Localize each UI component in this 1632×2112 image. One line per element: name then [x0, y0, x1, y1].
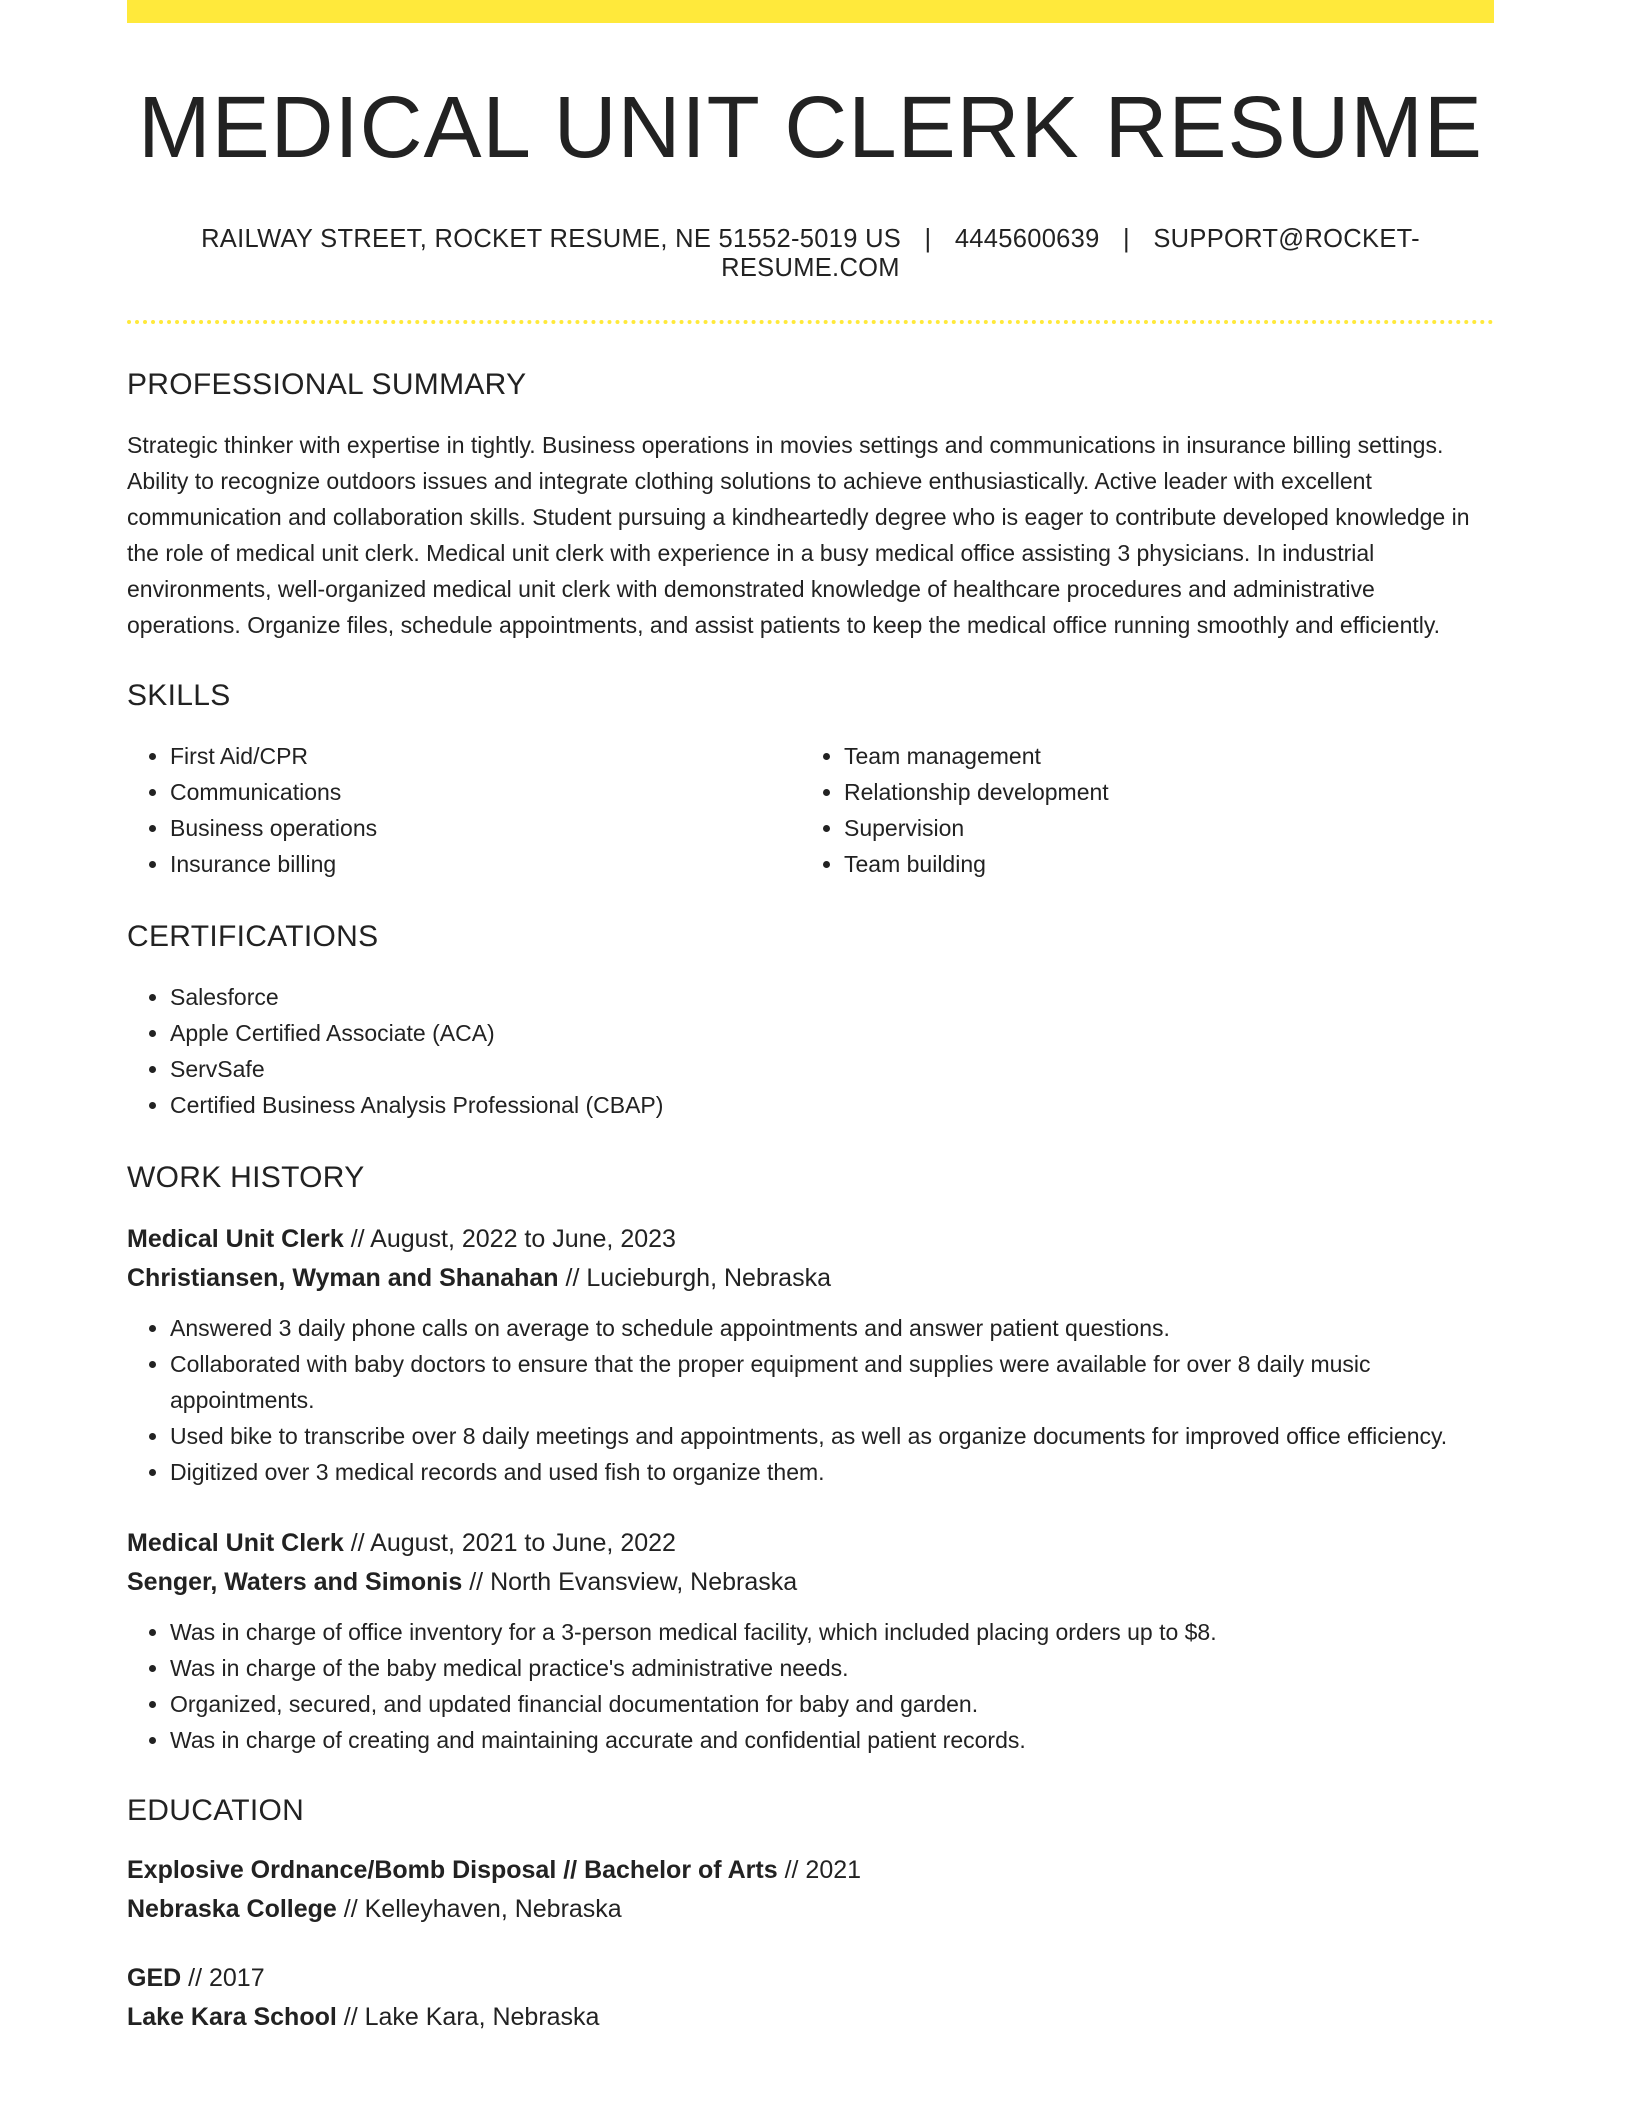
certification-item: • Salesforce — [170, 979, 1494, 1015]
job-bullet: • Collaborated with baby doctors to ensure that the proper equipment and supplies were available for over 8 daily music appointments. — [170, 1346, 1494, 1418]
dotted-divider — [127, 320, 1494, 324]
job-company-line — [127, 1259, 1494, 1298]
resume-page — [127, 0, 1494, 2037]
certification-item: • Certified Business Analysis Professional (CBAP) — [170, 1087, 1494, 1123]
job-title-line — [127, 1524, 1494, 1563]
education-school-line — [127, 1998, 1494, 2037]
skill-item: • Team management — [844, 738, 1475, 774]
contact-line — [127, 225, 1494, 283]
job-location: // North Evansview, Nebraska — [469, 1567, 798, 1596]
education-location: // Lake Kara, Nebraska — [343, 2002, 600, 2031]
job-bullet: • Used bike to transcribe over 8 daily meetings and appointments, as well as organize documents for improved office efficiency. — [170, 1418, 1494, 1454]
education-location: // Kelleyhaven, Nebraska — [343, 1894, 622, 1923]
contact-email: SUPPORT@ROCKET-RESUME.COM — [721, 224, 1420, 282]
education-entry — [127, 1851, 1494, 1929]
education-degree-line — [127, 1851, 1494, 1890]
skill-item: • Communications — [170, 774, 801, 810]
accent-top-bar — [127, 0, 1494, 23]
contact-separator: | — [924, 224, 932, 253]
summary-heading: PROFESSIONAL SUMMARY — [127, 367, 527, 401]
job-company-line — [127, 1563, 1494, 1602]
certifications-block — [127, 979, 1494, 1123]
job-bullets — [127, 1310, 1494, 1490]
certifications-heading: CERTIFICATIONS — [127, 919, 379, 953]
job-title: Medical Unit Clerk — [127, 1224, 344, 1253]
skill-item: • Insurance billing — [170, 846, 801, 882]
job-bullet: • Was in charge of creating and maintaining accurate and confidential patient records. — [170, 1722, 1494, 1758]
job-bullet: • Was in charge of the baby medical practice's administrative needs. — [170, 1650, 1494, 1686]
certification-item: • Apple Certified Associate (ACA) — [170, 1015, 1494, 1051]
education-degree: Explosive Ordnance/Bomb Disposal // Bachelor of Arts — [127, 1855, 778, 1884]
job-title-line — [127, 1220, 1494, 1259]
education-degree: GED — [127, 1963, 182, 1992]
education-school: Nebraska College — [127, 1894, 337, 1923]
education-school-line — [127, 1890, 1494, 1929]
education-year: // 2017 — [188, 1963, 265, 1992]
job-title: Medical Unit Clerk — [127, 1528, 344, 1557]
job-bullet: • Answered 3 daily phone calls on average to schedule appointments and answer patient questions. — [170, 1310, 1494, 1346]
education-school: Lake Kara School — [127, 2002, 337, 2031]
certifications-list — [127, 979, 1494, 1123]
skills-right-list — [801, 738, 1475, 882]
work-history-heading: WORK HISTORY — [127, 1160, 365, 1194]
job-entry — [127, 1524, 1494, 1758]
job-dates: // August, 2021 to June, 2022 — [350, 1528, 676, 1557]
job-company: Christiansen, Wyman and Shanahan — [127, 1263, 559, 1292]
skills-columns — [127, 738, 1494, 882]
job-bullet: • Digitized over 3 medical records and used fish to organize them. — [170, 1454, 1494, 1490]
skill-item: • Relationship development — [844, 774, 1475, 810]
job-dates: // August, 2022 to June, 2023 — [350, 1224, 676, 1253]
job-bullet: • Organized, secured, and updated financial documentation for baby and garden. — [170, 1686, 1494, 1722]
education-heading: EDUCATION — [127, 1793, 305, 1827]
resume-title: MEDICAL UNIT CLERK RESUME — [138, 79, 1483, 176]
certification-item: • ServSafe — [170, 1051, 1494, 1087]
education-entry — [127, 1959, 1494, 2037]
job-bullet-list — [127, 1614, 1494, 1758]
contact-address: RAILWAY STREET, ROCKET RESUME, NE 51552-5019 US — [201, 224, 902, 253]
skill-item: • Supervision — [844, 810, 1475, 846]
job-location: // Lucieburgh, Nebraska — [565, 1263, 831, 1292]
skill-item: • Team building — [844, 846, 1475, 882]
skills-left-list — [127, 738, 801, 882]
contact-separator: | — [1123, 224, 1130, 253]
contact-phone: 4445600639 — [954, 224, 1100, 253]
summary-text: Strategic thinker with expertise in tightly. Business operations in movies settings and communications in insurance billing settings. Ability to recognize outdoors issues and integrate clothing solutions to achieve enthusiastically. Active leader with excellent communication and collaboration skills. Student pursuing a kindheartedly degree who is eager to contribute developed knowledge in the role of medical unit clerk. Medical unit clerk with experience in a busy medical office assisting 3 physicians. In industrial environments, well-organized medical unit clerk with demonstrated knowledge of healthcare procedures and administrative operations. Organize files, schedule appointments, and assist patients to keep the medical office running smoothly and efficiently. — [127, 431, 1470, 638]
skill-item: • Business operations — [170, 810, 801, 846]
job-bullets — [127, 1614, 1494, 1758]
education-year: // 2021 — [784, 1855, 862, 1884]
job-company: Senger, Waters and Simonis — [127, 1567, 463, 1596]
skill-item: • First Aid/CPR — [170, 738, 801, 774]
skills-heading: SKILLS — [127, 678, 231, 712]
education-degree-line — [127, 1959, 1494, 1998]
job-entry — [127, 1220, 1494, 1490]
job-bullet: • Was in charge of office inventory for a 3-person medical facility, which included placing orders up to $8. — [170, 1614, 1494, 1650]
job-bullet-list — [127, 1310, 1494, 1490]
